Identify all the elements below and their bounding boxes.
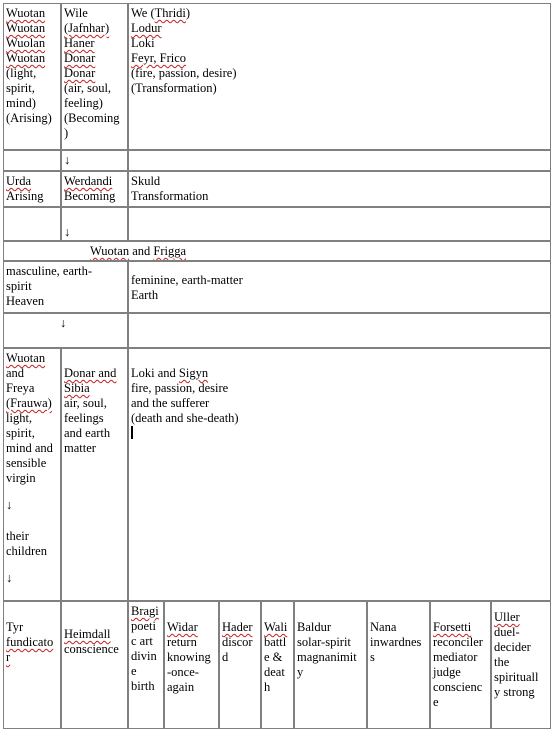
cell-r9-bragi	[128, 601, 164, 729]
cell-r9-forsetti	[430, 601, 491, 729]
text-line: light,	[6, 411, 33, 425]
text-line: again	[167, 680, 195, 694]
text-line: Loki	[131, 36, 155, 50]
text-line: Freya	[6, 381, 35, 395]
text-line: Donar	[64, 51, 96, 65]
text-line: (Transformation)	[131, 81, 217, 95]
cell-r2-c2	[61, 150, 128, 171]
cell-r9-wali	[261, 601, 294, 729]
text-line: )	[64, 126, 69, 140]
cell-r6-right	[128, 261, 551, 313]
text-line: solar-spirit	[297, 635, 351, 649]
text-line: Heaven	[6, 294, 45, 308]
text-line: feminine, earth-matter	[131, 273, 243, 287]
text-line: poeti	[131, 619, 156, 633]
text-word: Frigga	[153, 244, 187, 258]
text-line: Transformation	[131, 189, 209, 203]
text-line: virgin	[6, 471, 36, 485]
down-arrow-icon: ↓	[6, 571, 13, 585]
text-line: discor	[222, 635, 253, 649]
text-line: conscience	[64, 642, 119, 656]
text-line: and the sufferer	[131, 396, 210, 410]
text-line: Wali	[264, 620, 288, 634]
cell-r2-c1	[3, 150, 61, 171]
text-line: deat	[264, 665, 285, 679]
text-line: feelings	[64, 411, 104, 425]
cell-r9-uller	[491, 601, 551, 729]
text-word: Wuotan	[90, 244, 130, 258]
text-line: Wuotan	[6, 6, 46, 20]
text-line: Wile	[64, 6, 88, 20]
text-line: mind and	[6, 441, 53, 455]
cell-r9-nana	[367, 601, 430, 729]
cell-r9-baldur	[294, 601, 367, 729]
text-line: mind)	[6, 96, 36, 110]
text-line: Baldur	[297, 620, 332, 634]
text-line: spirituall	[494, 670, 539, 684]
text-line: (air, soul,	[64, 81, 112, 95]
text-line: s	[370, 650, 375, 664]
text-line: conscienc	[433, 680, 483, 694]
cell-r4-c2	[61, 207, 128, 241]
text-line: h	[264, 680, 271, 694]
cell-r5-heading	[3, 241, 551, 261]
text-line: fundicato	[6, 635, 54, 649]
text-line: y strong	[494, 685, 535, 699]
text-line: Heimdall	[64, 627, 111, 641]
text-line: Skuld	[131, 174, 161, 188]
text-line: Feyr, Frico	[131, 51, 187, 65]
text-line: spirit,	[6, 426, 35, 440]
cell-r7-right	[128, 313, 551, 348]
text-line: Earth	[131, 288, 159, 302]
text-line: feeling)	[64, 96, 103, 110]
cell-r6-left	[3, 261, 128, 313]
text-line: We (Thridi)	[131, 6, 191, 20]
text-line: e	[131, 664, 137, 678]
text-cursor	[131, 426, 548, 441]
text-line: Haner	[64, 36, 95, 50]
cell-r1-c1	[3, 3, 61, 150]
text-line: (Becoming	[64, 111, 120, 125]
text-line: (Arising)	[6, 111, 52, 125]
text-line: their	[6, 529, 29, 543]
text-line: Widar	[167, 620, 198, 634]
text-line: Nana	[370, 620, 397, 634]
cell-r8-c2	[61, 348, 128, 601]
text-line: Donar and	[64, 366, 117, 380]
cell-r4-c3	[128, 207, 551, 241]
text-line: Sibia	[64, 381, 90, 395]
text-line: duel-	[494, 625, 520, 639]
text-line: divin	[131, 649, 157, 663]
down-arrow-icon: ↓	[64, 225, 71, 239]
text-line: and earth	[64, 426, 111, 440]
text-line: sensible	[6, 456, 47, 470]
text-line: Wuotan and Frigga	[90, 244, 187, 258]
text-line: d	[222, 650, 229, 664]
text-line: the	[494, 655, 510, 669]
text-line: reconciler	[433, 635, 483, 649]
text-line: Bragi	[131, 604, 159, 618]
text-line: knowing	[167, 650, 211, 664]
text-line: (light,	[6, 66, 37, 80]
cell-r9-tyr	[3, 601, 61, 729]
text-line: -once-	[167, 665, 199, 679]
text-line: c art	[131, 634, 153, 648]
text-line: Uller	[494, 610, 520, 624]
text-line: children	[6, 544, 47, 558]
cell-r8-c3[interactable]	[128, 348, 551, 601]
text-line: r	[6, 650, 11, 664]
cell-r1-c2	[61, 3, 128, 150]
text-line: Tyr	[6, 620, 24, 634]
text-line: (death and she-death)	[131, 411, 239, 425]
text-line: Wuotan	[6, 51, 46, 65]
text-line: decider	[494, 640, 531, 654]
text-line: Wuotan	[6, 21, 46, 35]
text-line: matter	[64, 441, 96, 455]
cell-r9-hader	[219, 601, 261, 729]
down-arrow-icon: ↓	[60, 316, 67, 330]
text-line: masculine, earth-	[6, 264, 93, 278]
text-line: mediator	[433, 650, 478, 664]
text-line: Becoming	[64, 189, 116, 203]
cell-r3-c3	[128, 171, 551, 207]
text-line: y	[297, 665, 304, 679]
down-arrow-icon: ↓	[64, 153, 71, 167]
text-line: Wuotan	[6, 351, 46, 365]
text-line: e &	[264, 650, 283, 664]
cell-r9-heimdall	[61, 601, 128, 729]
text-line: Arising	[6, 189, 44, 203]
text-line: Werdandi	[64, 174, 113, 188]
text-line: Lodur	[131, 21, 162, 35]
text-word: Thridi	[154, 6, 186, 20]
text-line: Hader	[222, 620, 253, 634]
text-line: (fire, passion, desire)	[131, 66, 237, 80]
text-line: spirit,	[6, 81, 35, 95]
cell-r4-c1	[3, 207, 61, 241]
text-line: and	[6, 366, 25, 380]
text-line: fire, passion, desire	[131, 381, 229, 395]
text-line: judge	[433, 665, 461, 679]
text-line: birth	[131, 679, 155, 693]
text-line: return	[167, 635, 197, 649]
down-arrow-icon: ↓	[6, 498, 13, 512]
text-line: Forsetti	[433, 620, 472, 634]
cell-r9-widar	[164, 601, 219, 729]
text-line: spirit	[6, 279, 32, 293]
text-line: Loki and Sigyn	[131, 366, 209, 380]
cell-r3-c2	[61, 171, 128, 207]
text-line: air, soul,	[64, 396, 107, 410]
cell-r7-left	[3, 313, 128, 348]
text-line: Donar	[64, 66, 96, 80]
text-line: Wuolan	[6, 36, 46, 50]
document-table	[3, 3, 551, 729]
cell-r1-c3	[128, 3, 551, 150]
cell-r3-c1	[3, 171, 61, 207]
text-line: Urda	[6, 174, 31, 188]
text-word: Sigyn	[178, 366, 209, 380]
text-line: battl	[264, 635, 287, 649]
text-caret	[131, 426, 133, 439]
text-line: (Frauwa)	[6, 396, 52, 410]
cell-r2-c3	[128, 150, 551, 171]
text-line: (Jafnhar)	[64, 21, 110, 35]
text-line: magnanimit	[297, 650, 357, 664]
text-line: inwardnes	[370, 635, 422, 649]
text-line: e	[433, 695, 439, 709]
cell-r8-c1	[3, 348, 61, 601]
